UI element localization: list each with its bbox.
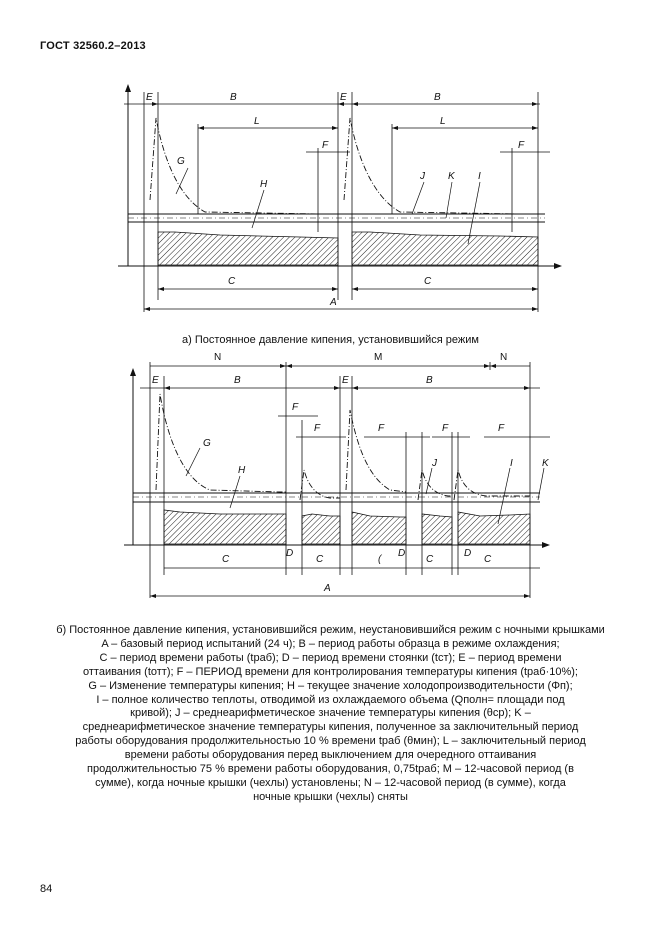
figure-b-diagram xyxy=(0,345,661,607)
legend-line: сумме), когда ночные крышки (чехлы) установлены; N – 12-часовой период (в сумме), когда xyxy=(95,776,566,789)
label-K: K xyxy=(448,171,455,182)
label-B2: B xyxy=(434,92,441,103)
label-C3: ( xyxy=(378,554,382,565)
label-A: A xyxy=(330,297,337,308)
figure-legend xyxy=(40,624,621,805)
label-C5: C xyxy=(484,554,492,565)
legend-line: G – Изменение температуры кипения; H – текущее значение холодопроизводительности (Φп); xyxy=(88,679,573,692)
legend-line: A – базовый период испытаний (24 ч); B – период работы образца в режиме охлаждения; xyxy=(101,637,560,650)
label-C2: C xyxy=(316,554,324,565)
label-F5: F xyxy=(498,423,505,434)
label-D1: D xyxy=(286,548,294,559)
legend-line: работы оборудования продолжительностью 10 % времени tраб (θмин); L – заключительный период xyxy=(75,735,586,748)
label-F1: F xyxy=(322,140,329,151)
legend-line: среднеарифметическое значение температуры кипения, полученное за заключительный период xyxy=(82,721,579,734)
label-E2: E xyxy=(340,92,347,103)
label-I: I xyxy=(510,458,513,469)
document-header: ГОСТ 32560.2–2013 xyxy=(40,40,146,52)
label-M: M xyxy=(374,352,383,363)
heat-area-2 xyxy=(352,232,538,265)
x-axis-arrow xyxy=(554,263,562,269)
figure-b-caption: б) Постоянное давление кипения, установившийся режим, неустановившийся режим с ночными крышками xyxy=(56,624,605,636)
legend-line: времени работы оборудования перед выключением для очередного оттаивания xyxy=(124,749,537,762)
label-J: J xyxy=(420,171,425,182)
legend-line: продолжительностью 75 % времени работы оборудования, 0,75tраб; M – 12-часовой период (в xyxy=(87,763,574,776)
label-C2: C xyxy=(424,276,432,287)
label-B2: B xyxy=(426,375,433,386)
y-axis-arrow xyxy=(125,84,131,92)
label-C4: C xyxy=(426,554,434,565)
label-K: K xyxy=(542,458,549,469)
label-L1: L xyxy=(254,116,260,127)
legend-line: C – период времени работы (tраб); D – период времени стоянки (tст); E – период времени xyxy=(99,651,562,664)
label-F3: F xyxy=(378,423,385,434)
figure-a-diagram xyxy=(0,80,661,330)
label-H: H xyxy=(260,179,268,190)
label-D2: D xyxy=(398,548,406,559)
legend-line: оттаивания (tотт); F – ПЕРИОД времени для контролирования температуры кипения (tраб·10%); xyxy=(83,665,578,678)
label-H: H xyxy=(238,465,246,476)
label-D3: D xyxy=(464,548,472,559)
label-F1: F xyxy=(292,402,299,413)
label-E1: E xyxy=(146,92,153,103)
label-C1: C xyxy=(222,554,230,565)
label-B1: B xyxy=(230,92,237,103)
legend-line: I – полное количество теплоты, отводимой из охлаждаемого объема (Qполн= площади под xyxy=(96,693,565,706)
label-A: A xyxy=(324,583,331,594)
label-B1: B xyxy=(234,375,241,386)
label-I: I xyxy=(478,171,481,182)
label-F4: F xyxy=(442,423,449,434)
label-C1: C xyxy=(228,276,236,287)
label-N2: N xyxy=(500,352,508,363)
label-L2: L xyxy=(440,116,446,127)
label-F2: F xyxy=(314,423,321,434)
label-G: G xyxy=(203,438,211,449)
figure-a-caption: а) Постоянное давление кипения, установившийся режим xyxy=(182,334,479,346)
label-E1: E xyxy=(152,375,159,386)
legend-line: ночные крышки (чехлы) сняты xyxy=(253,790,408,803)
label-G: G xyxy=(177,156,185,167)
heat-area-1 xyxy=(158,232,338,265)
figure-a xyxy=(0,80,661,330)
legend-line: кривой); J – среднеарифметическое значение температуры кипения (θср); K – xyxy=(130,707,531,720)
label-N1: N xyxy=(214,352,222,363)
figure-b xyxy=(0,345,661,607)
page-number: 84 xyxy=(40,883,53,895)
label-J: J xyxy=(432,458,437,469)
label-E2: E xyxy=(342,375,349,386)
label-F2: F xyxy=(518,140,525,151)
